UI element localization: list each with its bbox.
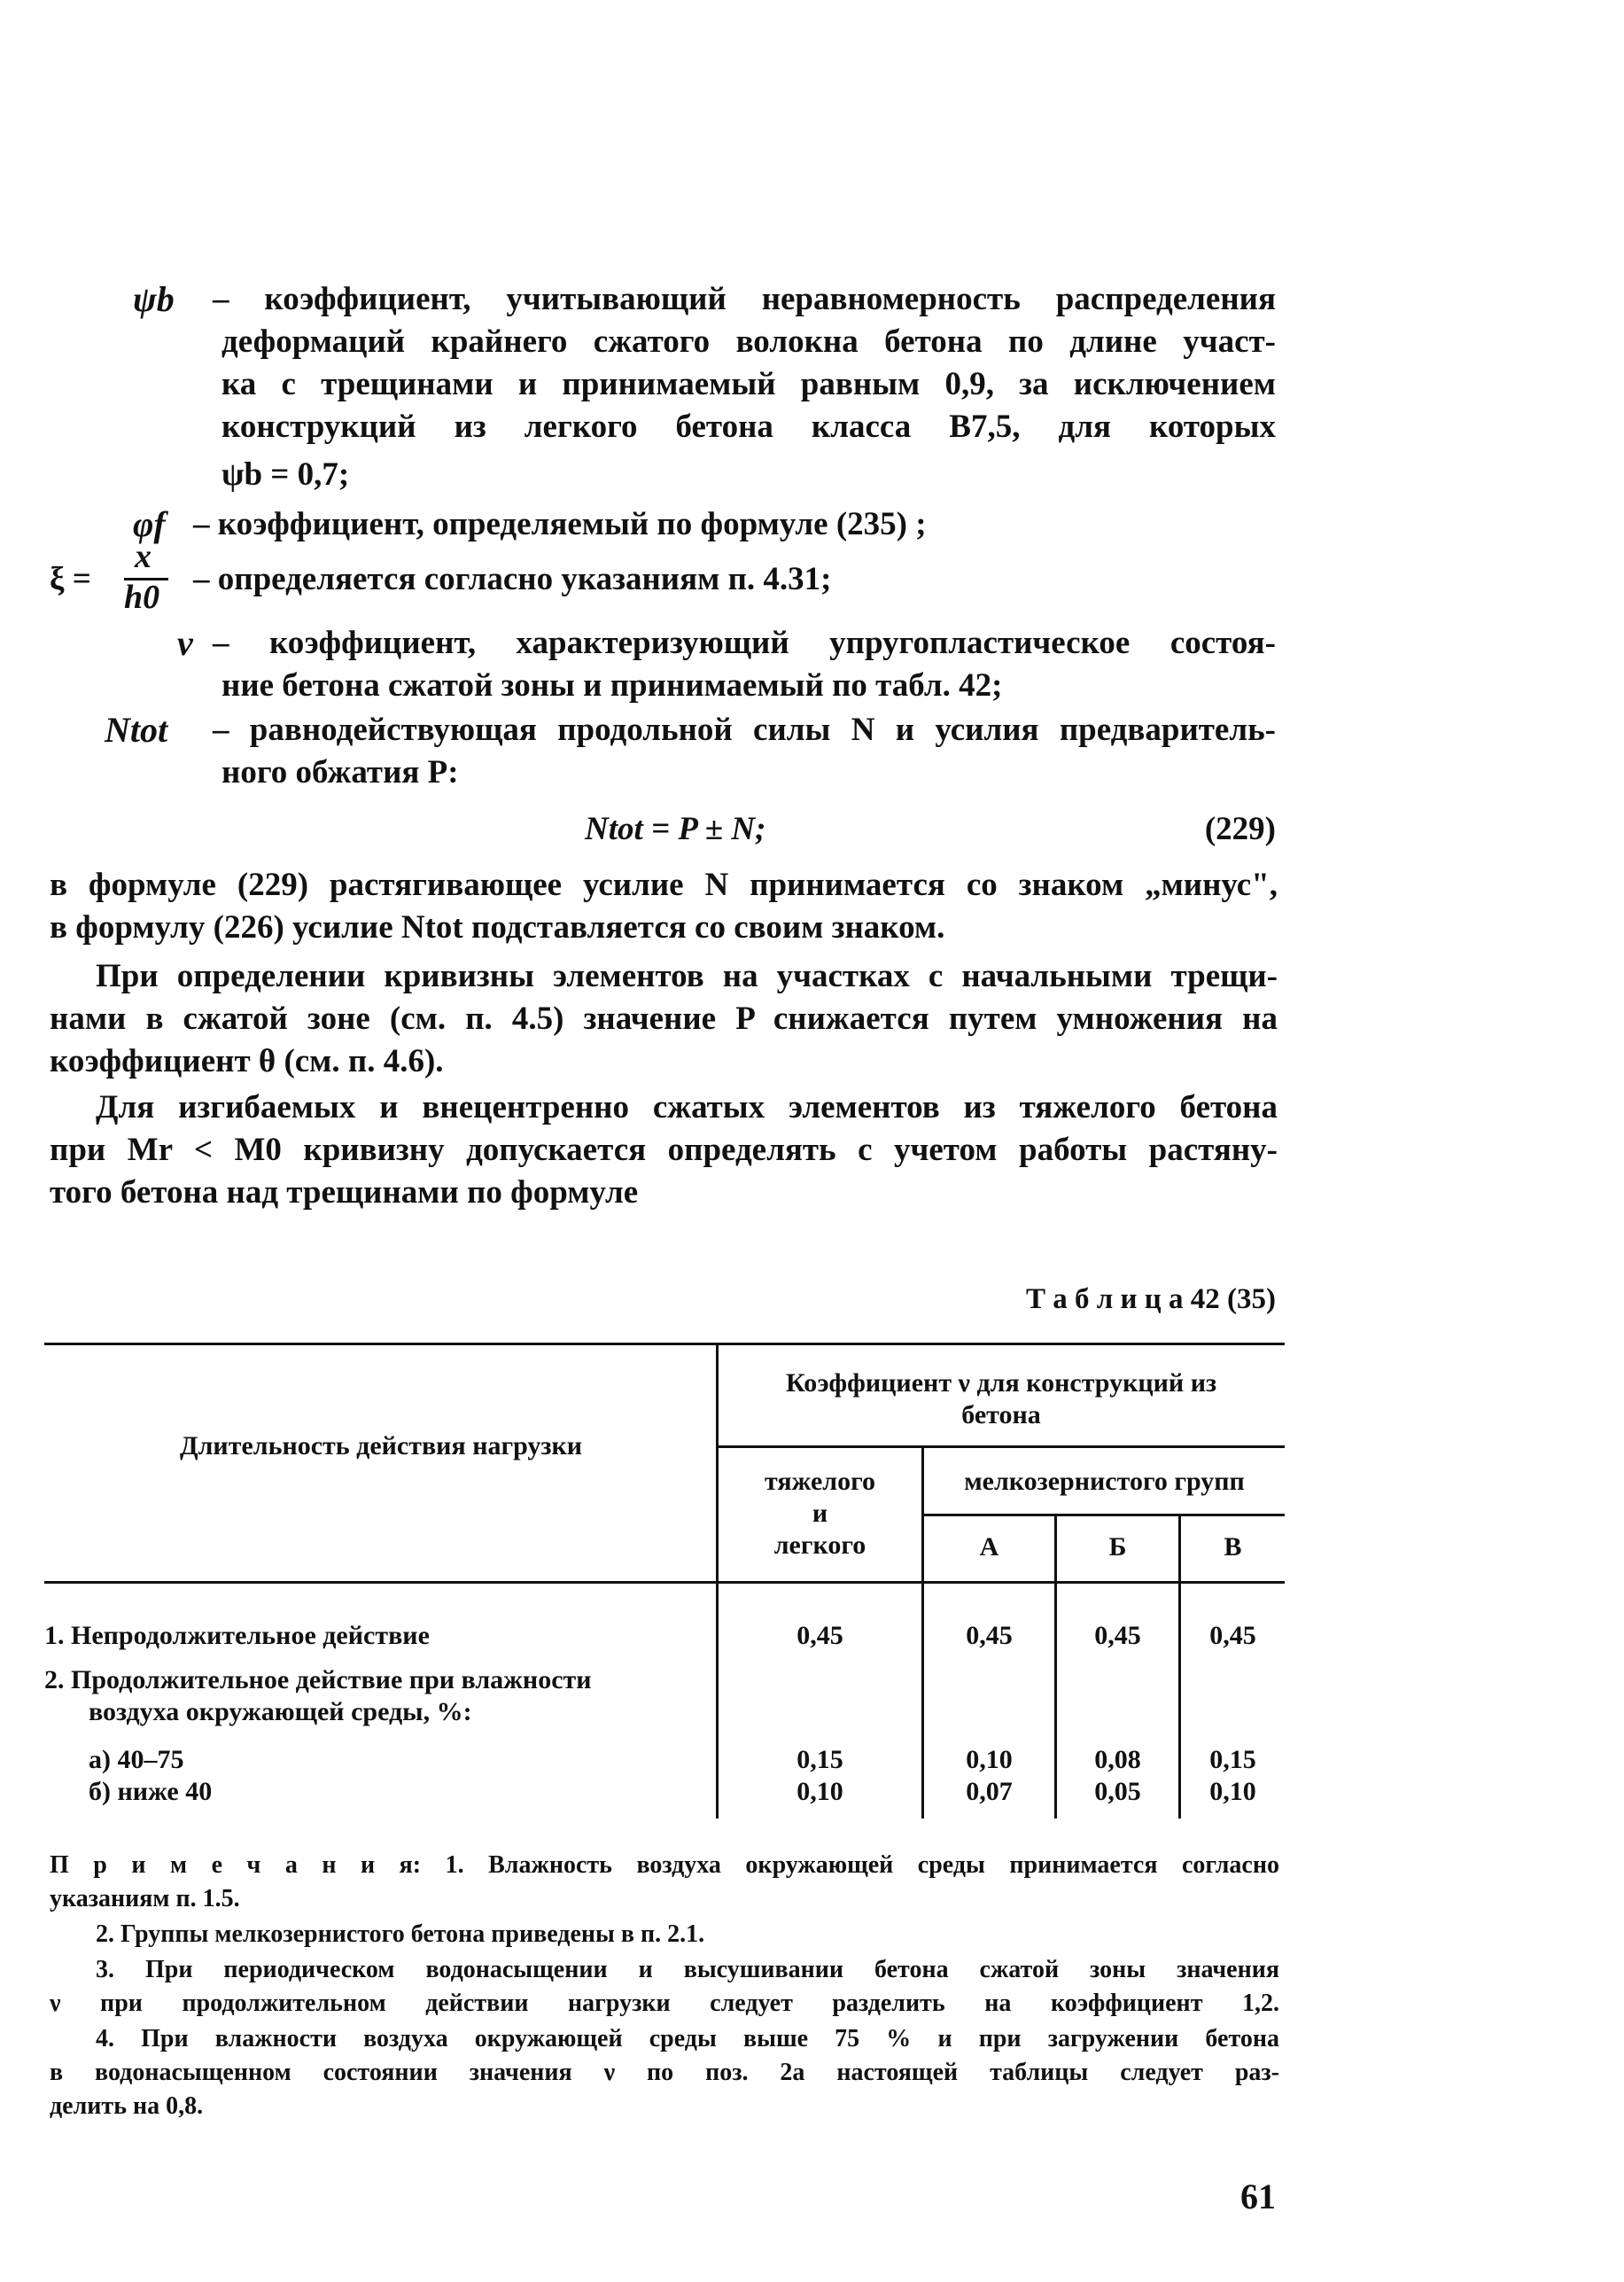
table-caption: Т а б л и ц а 42 (35): [1025, 1283, 1276, 1315]
row-2a-heavy: 0,15: [796, 1745, 843, 1774]
paragraph-2-line-2: нами в сжатой зоне (см. п. 4.5) значение P снижается путем умножения на: [50, 1001, 1278, 1037]
paragraph-2-line-1: При определении кривизны элементов на участках с начальными трещи-: [96, 958, 1278, 994]
formula-number: (229): [1204, 811, 1276, 847]
xi-denominator: h0: [124, 579, 160, 616]
n-tot-line-2: ного обжатия P:: [221, 754, 459, 791]
phi-f-symbol: φf: [133, 504, 166, 544]
xi-text: – определяется согласно указаниям п. 4.31;: [193, 561, 832, 597]
psi-b-value: ψb = 0,7;: [221, 456, 350, 493]
psi-b-symbol: ψb: [133, 279, 175, 319]
note-line-5: ν при продолжительном действии нагрузки следует разделить на коэффициент 1,2.: [50, 1990, 1279, 2017]
paragraph-2-line-3: коэффициент θ (см. п. 4.6).: [50, 1043, 444, 1079]
table-top-rule: [44, 1343, 1285, 1345]
psi-b-line-3: ка с трещинами и принимаемый равным 0,9, за исключением: [221, 366, 1276, 402]
row-2a-a: 0,10: [966, 1745, 1013, 1774]
row-2a-label: а) 40–75: [89, 1745, 184, 1774]
note-line-8: делить на 0,8.: [50, 2092, 204, 2120]
row-2b-label: б) ниже 40: [89, 1777, 213, 1806]
table-header-rule-1: [716, 1445, 1285, 1448]
row-2-label: 2. Продолжительное действие при влажности: [44, 1665, 592, 1694]
header-heavy-3: легкого: [773, 1530, 866, 1560]
phi-f-text: – коэффициент, определяемый по формуле (235) ;: [193, 506, 927, 542]
row-2a-b: 0,08: [1094, 1745, 1141, 1774]
note-line-4: 3. При периодическом водонасыщении и высушивании бетона сжатой зоны значения: [96, 1956, 1279, 1983]
paragraph-3-line-2: при Mr < M0 кривизну допускается определять с учетом работы растяну-: [50, 1132, 1278, 1168]
note-line-1: П р и м е ч а н и я: 1. Влажность воздуха окружающей среды принимается согласно: [50, 1851, 1279, 1879]
n-tot-line-1: – равнодействующая продольной силы N и усилия предваритель-: [213, 712, 1276, 748]
row-1-label: 1. Непродолжительное действие: [44, 1621, 430, 1650]
header-coefficient: Коэффициент ν для конструкций из бетона: [785, 1368, 1217, 1429]
note-line-6: 4. При влажности воздуха окружающей среды выше 75 % и при загружении бетона: [96, 2025, 1279, 2052]
header-load-duration: Длительность действия нагрузки: [179, 1431, 583, 1460]
xi-lhs: ξ =: [50, 561, 91, 597]
psi-b-line-1: – коэффициент, учитывающий неравномерность распределения: [213, 281, 1276, 317]
table-header-rule-2: [921, 1514, 1285, 1516]
paragraph-1-line-2: в формулу (226) усилие Ntot подставляется со своим знаком.: [50, 909, 945, 946]
nu-line-2: ние бетона сжатой зоны и принимаемый по табл. 42;: [221, 667, 1003, 704]
nu-symbol: ν: [177, 623, 193, 663]
paragraph-3-line-3: того бетона над трещинами по формуле: [50, 1174, 639, 1211]
paragraph-3-line-1: Для изгибаемых и внецентренно сжатых элементов из тяжелого бетона: [96, 1089, 1278, 1125]
psi-b-line-2: деформаций крайнего сжатого волокна бетона по длине участ-: [221, 323, 1276, 360]
header-fine-grained: мелкозернистого групп: [964, 1467, 1245, 1496]
note-line-7: в водонасыщенном состоянии значения ν по поз. 2а настоящей таблицы следует раз-: [50, 2059, 1279, 2086]
row-2b-heavy: 0,10: [796, 1777, 843, 1806]
row-2b-v: 0,10: [1209, 1777, 1256, 1806]
row-1-heavy: 0,45: [796, 1621, 843, 1650]
row-1-b: 0,45: [1094, 1621, 1141, 1650]
paragraph-1-line-1: в формуле (229) растягивающее усилие N принимается со знаком „минус",: [50, 867, 1278, 903]
row-2a-v: 0,15: [1209, 1745, 1256, 1774]
row-2-label-2: воздуха окружающей среды, %:: [89, 1697, 472, 1726]
table-header-bottom-rule: [44, 1581, 1285, 1584]
note-line-2: указаниям п. 1.5.: [50, 1885, 240, 1912]
header-group-b: Б: [1108, 1532, 1127, 1562]
row-1-a: 0,45: [966, 1621, 1013, 1650]
n-tot-symbol: Ntot: [105, 710, 168, 750]
note-line-3: 2. Группы мелкозернистого бетона приведены в п. 2.1.: [96, 1920, 705, 1948]
row-1-v: 0,45: [1209, 1621, 1256, 1650]
psi-b-line-4: конструкций из легкого бетона класса В7,5, для которых: [221, 409, 1276, 445]
formula-229: Ntot = P ± N;: [585, 811, 766, 847]
header-heavy-1: тяжелого: [765, 1467, 875, 1496]
xi-numerator: x: [135, 538, 152, 575]
row-2b-a: 0,07: [966, 1777, 1013, 1806]
row-2b-b: 0,05: [1094, 1777, 1141, 1806]
nu-line-1: – коэффициент, характеризующий упругопластическое состоя-: [213, 625, 1276, 661]
header-group-v: В: [1224, 1532, 1242, 1562]
header-group-a: А: [979, 1532, 999, 1562]
header-heavy-2: и: [812, 1499, 828, 1528]
page-number: 61: [1240, 2177, 1276, 2216]
